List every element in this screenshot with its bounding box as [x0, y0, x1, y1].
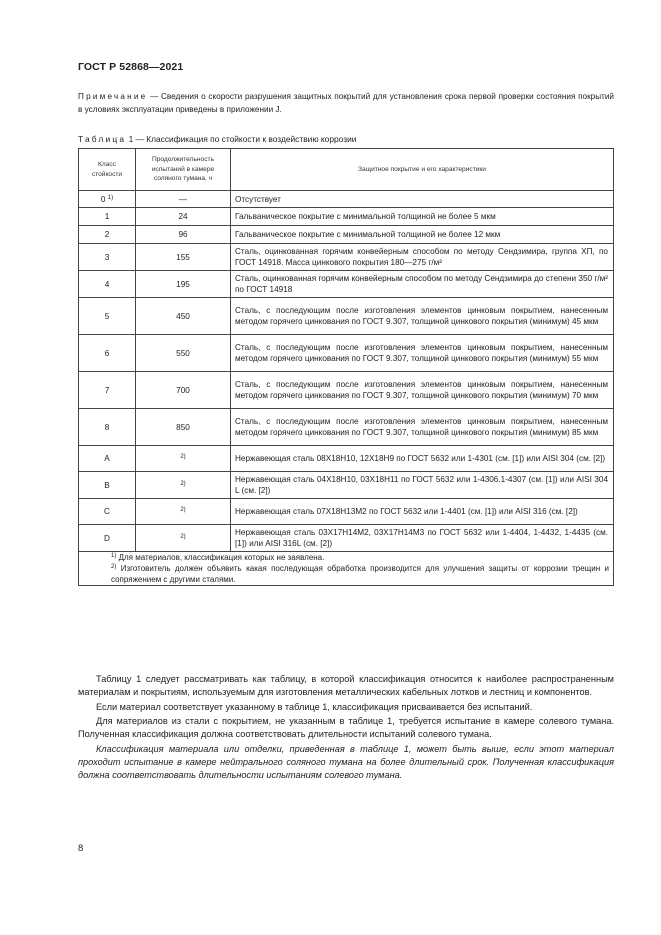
footnote-2: $^{2)}$ Изготовитель должен объявить какая последующая обработка производится для улучшения защиты от коррозии трещин и сопряжением с другими сталями. — [111, 564, 609, 584]
paragraph: Таблицу 1 следует рассматривать как таблицу, в которой классификация относится к наиболее распространенным материалам и покрытиям, используемым для изготовления металлических кабельных лотков и лестниц и компонентов. — [78, 674, 614, 698]
table-footnotes-row — [79, 552, 614, 586]
cell-class: 4 — [79, 271, 136, 298]
table-row — [79, 372, 614, 409]
cell-class: 7 — [79, 372, 136, 409]
cell-class: 6 — [79, 335, 136, 372]
header-class: Класс стойкости — [79, 149, 136, 191]
cell-class: C — [79, 499, 136, 525]
table-row — [79, 525, 614, 552]
cell-duration: 2) — [136, 525, 231, 552]
cell-class: B — [79, 472, 136, 499]
cell-duration: 450 — [136, 298, 231, 335]
cell-duration: 155 — [136, 244, 231, 271]
table-row — [79, 446, 614, 472]
page-header: ГОСТ Р 52868—2021 — [78, 61, 184, 73]
cell-coating: Гальваническое покрытие с минимальной толщиной не более 12 мкм — [231, 226, 614, 244]
cell-class: 8 — [79, 409, 136, 446]
cell-class: 5 — [79, 298, 136, 335]
table-row — [79, 226, 614, 244]
table-row — [79, 472, 614, 499]
table-row — [79, 335, 614, 372]
cell-class: 0 $^{1)}$ — [79, 191, 136, 208]
table-header-row — [79, 149, 614, 191]
cell-duration: 2) — [136, 472, 231, 499]
table-caption — [78, 134, 356, 144]
table-row — [79, 409, 614, 446]
footnote-1: $^{1)}$ Для материалов, классификация которых не заявлена. — [111, 553, 325, 562]
cell-coating: Сталь, с последующим после изготовления элементов цинковым покрытием, нанесенным методом горячего цинкования по ГОСТ 9.307, толщиной цинкового покрытия (минимум) 85 мкм — [231, 409, 614, 446]
cell-class: D — [79, 525, 136, 552]
cell-class: 1 — [79, 208, 136, 226]
cell-duration: 700 — [136, 372, 231, 409]
paragraph-italic: Классификация материала или отделки, приведенная в таблице 1, может быть выше, если этот материал проходит испытание в камере нейтрального соляного тумана на более длительный срок. Полученная классификация должна соответствовать длительности испытаниям солевого тумана. — [78, 743, 614, 780]
paragraph: Для материалов из стали с покрытием, не указанным в таблице 1, требуется испытание в камере солевого тумана. Полученная классификация должна соответствовать длительности испытаний солевого тумана. — [78, 715, 614, 740]
note-text: — Сведения о скорости разрушения защитных покрытий для установления срока первой проверки состояния покрытий в условиях эксплуатации приведены в приложении J. — [78, 92, 614, 114]
table-row — [79, 191, 614, 208]
cell-coating: Нержавеющая сталь 04Х18Н10, 03Х18Н11 по ГОСТ 5632 или 1-4306.1-4307 (см. [1]) или AISI 304 L (см. [2]) — [231, 472, 614, 499]
cell-coating: Нержавеющая сталь 03Х17Н14М2, 03Х17Н14М3 по ГОСТ 5632 или 1-4404, 1-4432, 1-4435 (см. [1]) или AISI 316L (см. [2]) — [231, 525, 614, 552]
table-caption-title: 1 — Классификация по стойкости к воздействию коррозии — [126, 134, 357, 144]
table-row — [79, 208, 614, 226]
cell-duration: 195 — [136, 271, 231, 298]
table-row — [79, 298, 614, 335]
cell-duration: 550 — [136, 335, 231, 372]
corrosion-classification-table — [78, 148, 614, 586]
cell-coating: Гальваническое покрытие с минимальной толщиной не более 5 мкм — [231, 208, 614, 226]
paragraph: Если материал соответствует указанному в таблице 1, классификация присваивается без испытаний. — [96, 701, 533, 712]
table-row — [79, 271, 614, 298]
cell-coating: Сталь, с последующим после изготовления элементов цинковым покрытием, нанесенным методом горячего цинкования по ГОСТ 9.307, толщиной цинкового покрытия (минимум) 45 мкм — [231, 298, 614, 335]
header-duration: Продолжительность испытаний в камере соляного тумана, ч — [136, 149, 231, 191]
cell-coating: Сталь, оцинкованная горячим конвейерным способом по методу Сендзимира, группа ХП, по ГОСТ 14918. Масса цинкового покрытия 180—275 г/м² — [231, 244, 614, 271]
note-block — [78, 91, 614, 116]
note-label: Примечание — [78, 92, 148, 101]
cell-duration: 2) — [136, 446, 231, 472]
table-footnotes — [79, 552, 614, 586]
cell-coating: Сталь, с последующим после изготовления элементов цинковым покрытием, нанесенным методом горячего цинкования по ГОСТ 9.307, толщиной цинкового покрытия (минимум) 70 мкм — [231, 372, 614, 409]
cell-duration: 850 — [136, 409, 231, 446]
cell-duration: 2) — [136, 499, 231, 525]
header-coating: Защитное покрытие и его характеристики — [231, 149, 614, 191]
cell-coating: Сталь, оцинкованная горячим конвейерным способом по методу Сендзимира до степени 350 г/м² по ГОСТ 14918 — [231, 271, 614, 298]
body-text — [78, 673, 614, 783]
cell-duration: — — [136, 191, 231, 208]
cell-coating: Нержавеющая сталь 08Х18Н10, 12Х18Н9 по ГОСТ 5632 или 1-4301 (см. [1]) или AISI 304 (см. [2]) — [231, 446, 614, 472]
cell-duration: 96 — [136, 226, 231, 244]
cell-coating: Нержавеющая сталь 07Х18Н13М2 по ГОСТ 5632 или 1-4401 (см. [1]) или AISI 316 (см. [2]) — [231, 499, 614, 525]
cell-class: 3 — [79, 244, 136, 271]
table-row — [79, 244, 614, 271]
page-number: 8 — [78, 843, 84, 854]
table-caption-prefix: Таблица — [78, 134, 127, 144]
cell-coating: Сталь, с последующим после изготовления элементов цинковым покрытием, нанесенным методом горячего цинкования по ГОСТ 9.307, толщиной цинкового покрытия (минимум) 55 мкм — [231, 335, 614, 372]
cell-duration: 24 — [136, 208, 231, 226]
cell-class: 2 — [79, 226, 136, 244]
cell-coating: Отсутствует — [231, 191, 614, 208]
cell-class: A — [79, 446, 136, 472]
table-row — [79, 499, 614, 525]
